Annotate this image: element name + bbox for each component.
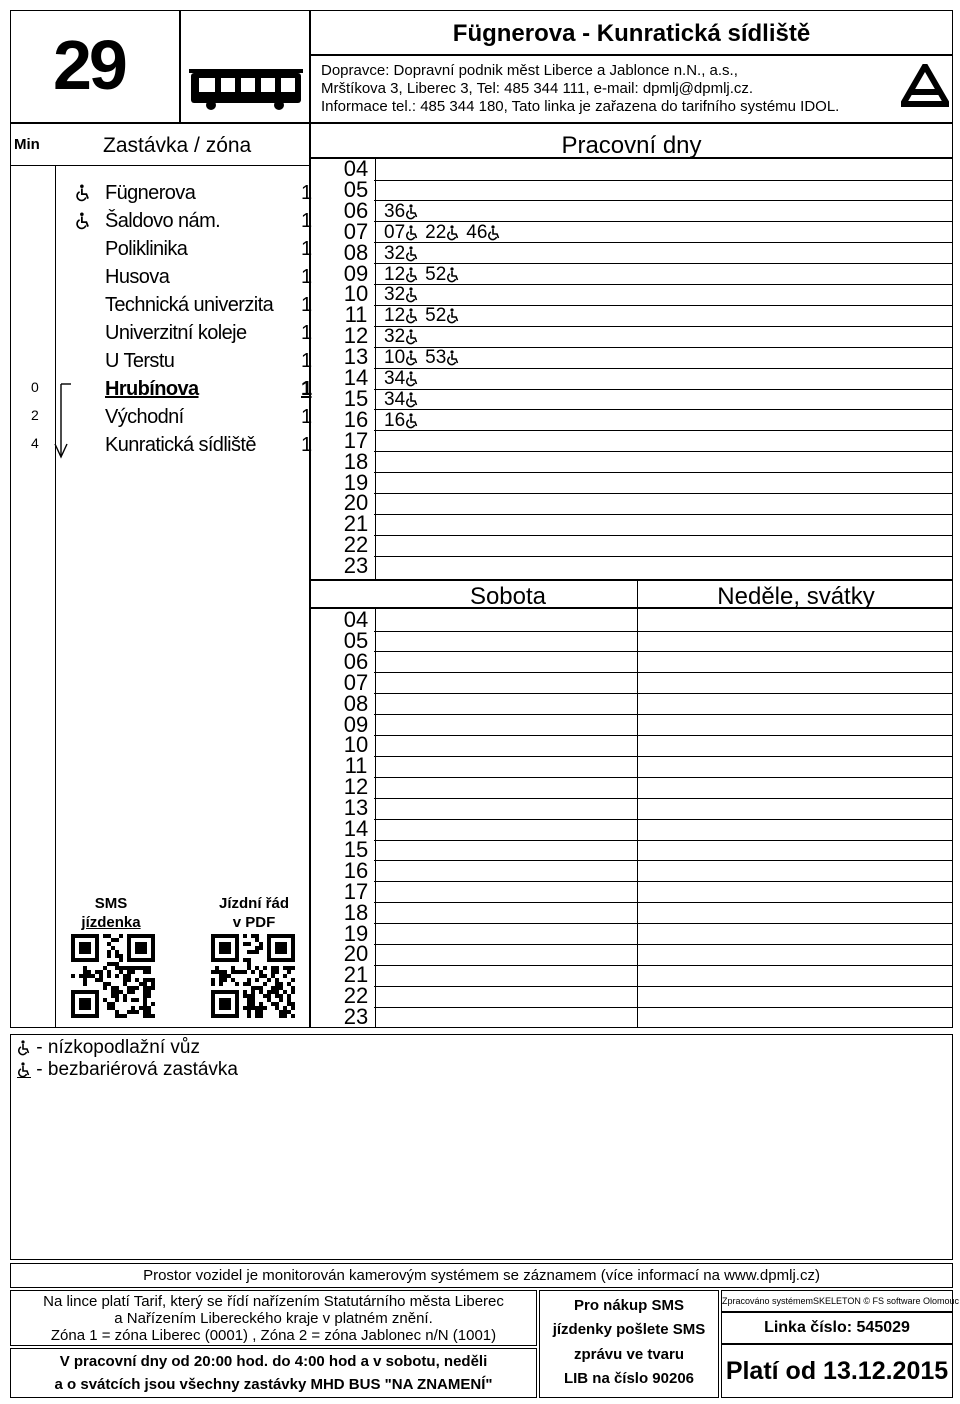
wheelchair-icon (405, 267, 419, 283)
route-header-box (310, 10, 953, 55)
camera-notice: Prostor vozidel je monitorován kamerovým systémem se záznamem (více informací na www.dpmlj.cz) (143, 1267, 820, 1284)
weekday-row-divider (374, 493, 953, 494)
weekend-hour: 17 (343, 878, 369, 904)
stop-name[interactable]: U Terstu (105, 350, 175, 372)
sms-purchase-line-4: LIB na číslo 90206 (563, 1370, 695, 1387)
wheelchair-icon (75, 212, 91, 230)
departure-minute[interactable] (384, 306, 419, 326)
weekday-hour: 08 (343, 239, 369, 265)
operator-line-1: Dopravce: Dopravní podnik měst Liberce a Jablonce n.N., a.s., (321, 62, 738, 79)
weekday-hour: 15 (343, 385, 369, 411)
weekend-hour: 06 (343, 648, 369, 674)
stop-name[interactable]: Univerzitní koleje (105, 322, 247, 344)
bus-icon (189, 69, 303, 111)
weekday-hour: 14 (343, 365, 369, 390)
weekend-hour: 04 (343, 607, 369, 632)
tariff-line-1: Na lince platí Tarif, který se řídí nařízením Statutárního města Liberec (43, 1293, 504, 1310)
departure-minute-text: 32 (384, 284, 406, 306)
wheelchair-icon (446, 308, 460, 324)
weekend-row-divider (374, 902, 953, 903)
tariff-box (10, 1290, 537, 1346)
stop-zone: 1 (301, 322, 312, 344)
departure-minute[interactable] (425, 306, 460, 326)
sms-ticket-label (71, 894, 151, 932)
departure-minute[interactable] (425, 265, 460, 285)
stop-zone: 1 (301, 406, 312, 428)
departure-minute[interactable] (384, 202, 419, 222)
wheelchair-icon (75, 184, 91, 202)
weekday-header-box (310, 123, 953, 158)
stop-minutes: 0 (31, 379, 39, 395)
weekend-hour: 11 (344, 753, 368, 779)
request-stop-line-1: V pracovní dny od 20:00 hod. do 4:00 hod a v sobotu, neděli (59, 1353, 488, 1370)
stop-name[interactable]: Východní (105, 406, 184, 428)
wheelchair-icon (405, 329, 419, 345)
stop-row (11, 320, 321, 348)
departure-minute-text: 10 (384, 347, 406, 369)
weekend-header-box (310, 580, 953, 608)
departure-minute-text: 22 (425, 221, 447, 243)
wheelchair-icon (405, 350, 419, 366)
camera-notice-box (10, 1263, 953, 1288)
stop-row (11, 292, 321, 320)
weekday-row-divider (374, 535, 953, 536)
departure-minute-text: 46 (466, 221, 488, 243)
weekday-row-divider (374, 430, 953, 431)
weekday-departures (384, 411, 425, 431)
weekend-hour: 22 (343, 983, 369, 1009)
stop-zone: 1 (301, 350, 312, 372)
zones-line: Zóna 1 = zóna Liberec (0001) , Zóna 2 = zóna Jablonec n/N (1001) (50, 1327, 497, 1344)
wheelchair-icon (405, 413, 419, 429)
stop-name[interactable]: Technická univerzita (105, 294, 274, 316)
weekend-hour: 05 (343, 627, 369, 653)
weekday-row-divider (374, 472, 953, 473)
weekend-hour: 08 (343, 690, 369, 716)
pdf-qr-code[interactable] (211, 934, 295, 1018)
weekend-hour: 20 (343, 941, 369, 967)
request-stop-box (10, 1348, 537, 1398)
departure-minute-text: 36 (384, 200, 406, 222)
departure-minute[interactable] (384, 369, 419, 389)
departure-minute[interactable] (425, 348, 460, 368)
weekday-hour: 12 (343, 323, 369, 349)
weekday-departures (384, 202, 425, 222)
weekday-departures (384, 223, 507, 243)
operator-box (310, 55, 953, 123)
weekend-row-divider (374, 756, 953, 757)
wheelchair-icon (405, 392, 419, 408)
sms-ticket-label-1: SMS (94, 895, 128, 912)
operator-logo-icon (901, 64, 949, 108)
sms-qr-code[interactable] (71, 934, 155, 1018)
stop-zone: 1 (301, 266, 312, 288)
pdf-timetable-label (211, 894, 297, 932)
wheelchair-stop-icon (17, 1062, 31, 1078)
departure-minute-text: 16 (384, 409, 406, 431)
processed-by-box (721, 1290, 960, 1312)
weekend-hour: 10 (343, 732, 369, 758)
legend-barrier-free-text: - bezbariérová zastávka (36, 1059, 238, 1080)
stop-row (11, 264, 321, 292)
saturday-title: Sobota (469, 583, 547, 610)
weekend-hour: 15 (343, 836, 369, 862)
weekday-row-divider (374, 200, 953, 201)
weekday-departures (384, 265, 466, 285)
weekend-row-divider (374, 798, 953, 799)
departure-minute[interactable] (384, 285, 419, 305)
stop-row (11, 236, 321, 264)
barrier-free-stop-icon (75, 184, 95, 204)
weekend-row-divider (374, 840, 953, 841)
request-stop-line-2: a o svátcích jsou všechny zastávky MHD BUS "NA ZNAMENÍ" (54, 1376, 493, 1393)
line-number-box (10, 10, 180, 123)
line-code-box (721, 1312, 953, 1344)
wheelchair-icon (405, 246, 419, 262)
weekday-hour: 11 (344, 302, 368, 328)
weekday-hour: 13 (343, 344, 369, 370)
weekend-row-divider (374, 819, 953, 820)
departure-minute-text: 34 (384, 368, 406, 389)
departure-minute[interactable] (384, 327, 419, 347)
departure-minute[interactable] (384, 244, 419, 264)
departure-minute-text: 32 (384, 242, 406, 264)
weekday-hour: 16 (343, 406, 369, 432)
stop-zone: 1 (301, 182, 312, 204)
stop-zone: 1 (301, 294, 312, 316)
weekday-hour: 23 (343, 553, 369, 579)
weekend-hour: 23 (343, 1004, 369, 1030)
weekday-departures (384, 369, 425, 389)
wheelchair-icon (487, 225, 501, 241)
route-title: Fügnerova - Kunratická sídliště (452, 20, 811, 47)
departure-minute-text: 32 (384, 326, 406, 348)
weekend-row-divider (374, 923, 953, 924)
weekend-row-divider (374, 693, 953, 694)
weekend-row-divider (374, 881, 953, 882)
weekend-hour: 13 (343, 795, 369, 821)
weekend-hour: 19 (343, 920, 369, 946)
stop-zone: 1 (301, 210, 312, 232)
weekend-hour: 21 (343, 962, 369, 988)
operator-line-2: Mrštíkova 3, Liberec 3, Tel: 485 344 111, e-mail: dpmlj@dpmlj.cz. (321, 80, 754, 97)
stop-name[interactable]: Poliklinika (105, 238, 188, 260)
weekday-hour: 17 (343, 427, 369, 453)
stop-name[interactable]: Fügnerova (105, 182, 196, 204)
sms-purchase-box (539, 1290, 719, 1398)
sms-purchase-line-3: zprávu ve tvaru (573, 1346, 685, 1363)
stops-header: Zastávka / zóna (103, 134, 252, 157)
weekday-hour: 19 (343, 469, 369, 495)
stop-minutes: 4 (31, 435, 39, 451)
wheelchair-icon (405, 371, 419, 387)
pdf-timetable-label-2: v PDF (232, 914, 276, 931)
weekday-departures (384, 306, 466, 326)
weekday-hour: 04 (343, 156, 369, 181)
stop-name[interactable]: Kunratická sídliště (105, 434, 256, 456)
valid-from: Platí od 13.12.2015 (725, 1357, 949, 1385)
stop-zone: 1 (301, 238, 312, 260)
weekday-departures (384, 244, 425, 264)
departure-minute[interactable] (425, 223, 460, 243)
weekend-row-divider (374, 651, 953, 652)
stop-zone: 1 (301, 434, 312, 456)
processed-by: Zpracováno systémemSKELETON © FS software Olomouc (722, 1296, 960, 1306)
departure-minute[interactable] (384, 223, 419, 243)
weekday-hour: 10 (343, 281, 369, 307)
wheelchair-icon (446, 225, 460, 241)
weekday-hour: 06 (343, 197, 369, 223)
operator-line-3: Informace tel.: 485 344 180, Tato linka je zařazena do tarifního systému IDOL. (321, 98, 840, 115)
weekend-hour: 12 (343, 774, 369, 800)
wheelchair-icon (446, 350, 460, 366)
departure-minute[interactable] (384, 390, 419, 410)
weekday-row-divider (374, 389, 953, 390)
weekday-hour: 05 (343, 176, 369, 202)
weekend-row-divider (374, 965, 953, 966)
sms-purchase-line-1: Pro nákup SMS (573, 1297, 685, 1314)
weekday-row-divider (374, 514, 953, 515)
weekday-row-divider (374, 451, 953, 452)
min-column-header: Min (14, 136, 40, 153)
line-code: Linka číslo: 545029 (764, 1319, 910, 1336)
departure-minute-text: 52 (425, 263, 447, 285)
pdf-timetable-label-1: Jízdní řád (218, 895, 289, 912)
weekday-row-divider (374, 180, 953, 181)
stop-name[interactable]: Hrubínova (105, 378, 199, 400)
weekend-row-divider (374, 735, 953, 736)
weekend-hour: 14 (343, 816, 369, 841)
stop-name[interactable]: Šaldovo nám. (105, 210, 221, 232)
departure-minute-text: 53 (425, 347, 447, 369)
weekend-day-divider (637, 581, 638, 1027)
departure-minute[interactable] (466, 223, 501, 243)
weekend-hour: 18 (343, 899, 369, 925)
departure-minute[interactable] (384, 411, 419, 431)
weekend-hour: 16 (343, 857, 369, 883)
weekend-hour: 09 (343, 711, 369, 737)
weekend-row-divider (374, 672, 953, 673)
weekday-row-divider (374, 556, 953, 557)
departure-minute[interactable] (384, 348, 419, 368)
stop-zone: 1 (301, 378, 312, 400)
weekday-hour: 21 (343, 511, 369, 537)
weekend-row-divider (374, 860, 953, 861)
barrier-free-stop-icon (75, 212, 95, 232)
weekend-row-divider (374, 714, 953, 715)
direction-arrow-icon (47, 380, 77, 460)
weekend-row-divider (374, 631, 953, 632)
wheelchair-icon (405, 287, 419, 303)
departure-minute-text: 34 (384, 388, 406, 410)
wheelchair-icon (405, 308, 419, 324)
departure-minute-text: 12 (384, 305, 406, 327)
weekday-hour: 09 (343, 260, 369, 286)
weekday-hour: 20 (343, 490, 369, 516)
weekday-hour: 22 (343, 532, 369, 558)
departure-minute-text: 52 (425, 305, 447, 327)
tariff-line-2: a Nařízením Libereckého kraje v platném znění. (114, 1310, 433, 1327)
stops-panel (10, 123, 310, 1028)
weekend-row-divider (374, 944, 953, 945)
legend-low-floor-text: - nízkopodlažní vůz (36, 1037, 200, 1058)
sms-ticket-label-2: jízdenka (81, 914, 141, 931)
weekday-departures (384, 285, 425, 305)
weekday-title: Pracovní dny (561, 132, 702, 159)
legend-barrier-free (17, 1059, 238, 1081)
departure-minute-text: 12 (384, 263, 406, 285)
weekend-row-divider (374, 777, 953, 778)
stop-row (11, 180, 321, 208)
sms-purchase-line-2: jízdenky pošlete SMS (552, 1321, 706, 1338)
weekday-hour: 07 (343, 218, 369, 244)
stop-row (11, 348, 321, 376)
legend-low-floor (17, 1037, 200, 1059)
stop-row (11, 208, 321, 236)
stop-name[interactable]: Husova (105, 266, 170, 288)
weekday-hour: 18 (343, 448, 369, 474)
weekday-departures (384, 390, 425, 410)
weekday-departures (384, 348, 466, 368)
wheelchair-icon (405, 225, 419, 241)
notes-panel (10, 1034, 953, 1260)
wheelchair-icon (405, 204, 419, 220)
weekend-hour: 07 (343, 669, 369, 695)
departure-minute[interactable] (384, 265, 419, 285)
weekend-row-divider (374, 986, 953, 987)
departure-minute-text: 07 (384, 221, 406, 243)
valid-from-box (721, 1344, 953, 1398)
wheelchair-icon (17, 1040, 31, 1056)
weekday-departures (384, 327, 425, 347)
sunday-title: Neděle, svátky (717, 583, 875, 610)
line-number: 29 (53, 26, 125, 104)
wheelchair-icon (446, 267, 460, 283)
weekend-row-divider (374, 1007, 953, 1008)
vehicle-box (180, 10, 310, 123)
weekday-row-divider (374, 409, 953, 410)
stop-minutes: 2 (31, 407, 39, 423)
